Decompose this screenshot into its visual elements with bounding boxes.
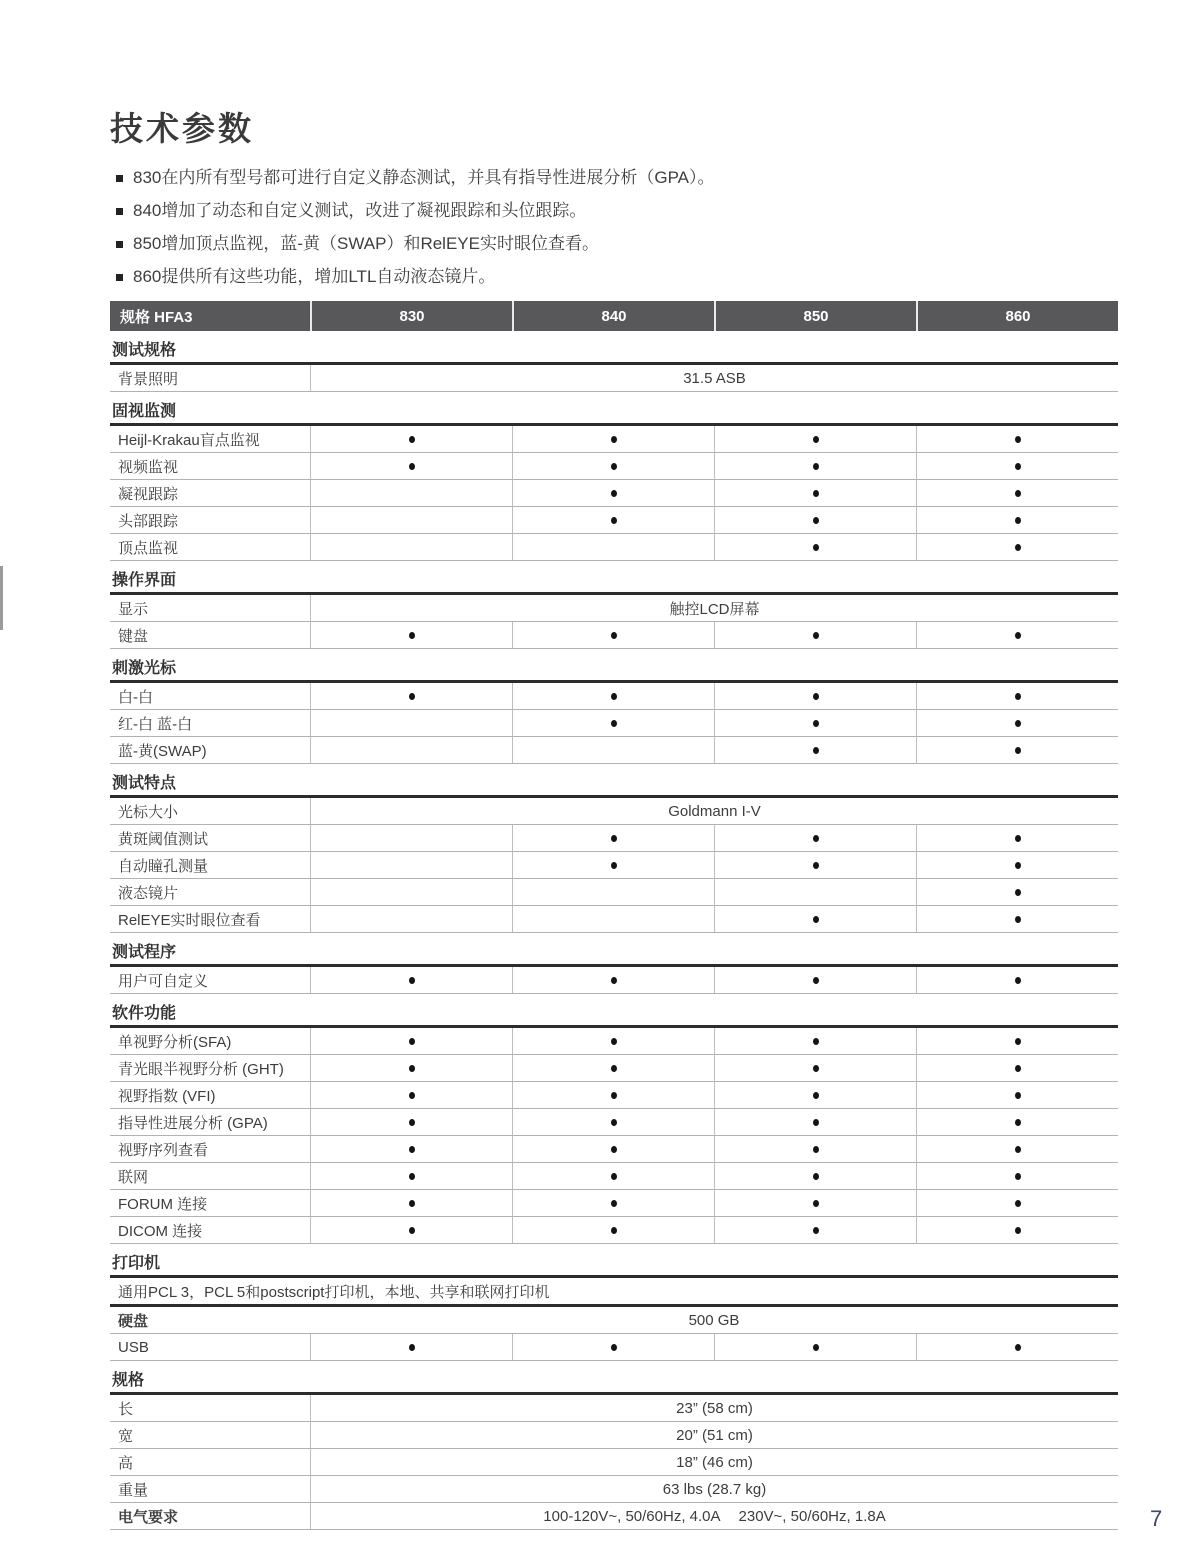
feature-dot-cell — [512, 852, 714, 878]
dot-icon — [611, 1227, 617, 1234]
dot-icon — [409, 1092, 415, 1099]
feature-empty-cell — [310, 507, 512, 533]
feature-dot-cell — [310, 1334, 512, 1360]
feature-empty-cell — [714, 879, 916, 905]
dot-icon — [611, 1344, 617, 1351]
row-label: 用户可自定义 — [118, 972, 209, 990]
table-row — [110, 1082, 1118, 1109]
dot-icon — [611, 1038, 617, 1045]
power-spec-2: 230V~, 50/60Hz, 1.8A — [738, 1507, 886, 1525]
table-row — [110, 1422, 1118, 1449]
dot-icon — [611, 463, 617, 470]
table-row — [110, 595, 1118, 622]
dot-icon — [1015, 835, 1021, 842]
dot-icon — [1015, 1200, 1021, 1207]
feature-dot-cell — [714, 1190, 916, 1216]
dot-icon — [611, 1065, 617, 1072]
feature-dot-cell — [714, 683, 916, 709]
row-span-value: 20” (51 cm) — [310, 1422, 1118, 1448]
feature-dot-cell — [714, 1082, 916, 1108]
feature-dot-cell — [512, 967, 714, 993]
page-title: 技术参数 — [110, 110, 254, 147]
dot-icon — [813, 544, 819, 551]
dot-icon — [813, 747, 819, 754]
feature-dot-cell — [512, 1190, 714, 1216]
table-row — [110, 507, 1118, 534]
feature-empty-cell — [310, 710, 512, 736]
row-label: 液态镜片 — [118, 884, 179, 902]
feature-dot-cell — [916, 967, 1118, 993]
dot-icon — [1015, 490, 1021, 497]
feature-dot-cell — [714, 480, 916, 506]
feature-dot-cell — [916, 906, 1118, 932]
feature-dot-cell — [310, 426, 512, 452]
feature-dot-cell — [916, 622, 1118, 648]
table-header-model: 850 — [714, 301, 916, 331]
row-label: Heijl-Krakau盲点监视 — [118, 431, 260, 449]
feature-dot-cell — [310, 683, 512, 709]
row-label: 显示 — [118, 600, 149, 618]
table-row — [110, 852, 1118, 879]
dot-icon — [409, 1173, 415, 1180]
row-label: 背景照明 — [118, 370, 179, 388]
feature-dot-cell — [512, 1028, 714, 1054]
row-label: 视野指数 (VFI) — [118, 1087, 216, 1105]
intro-bullet-text: 860提供所有这些功能，增加LTL自动液态镜片。 — [133, 267, 496, 286]
intro-bullet-item — [116, 234, 1118, 254]
feature-empty-cell — [310, 825, 512, 851]
feature-dot-cell — [310, 1136, 512, 1162]
section-title: 测试特点 — [110, 774, 1118, 798]
row-label: 硬盘 — [118, 1312, 149, 1330]
table-row — [110, 1136, 1118, 1163]
dot-icon — [813, 436, 819, 443]
row-label: 黄斑阈值测试 — [118, 830, 209, 848]
table-row — [110, 1476, 1118, 1503]
bullet-square-icon — [116, 208, 123, 215]
section-title: 刺激光标 — [110, 659, 1118, 683]
table-header-model: 830 — [310, 301, 512, 331]
table-header-label: 规格 HFA3 — [120, 308, 193, 326]
feature-dot-cell — [916, 1082, 1118, 1108]
dot-icon — [813, 916, 819, 923]
row-label: 键盘 — [118, 627, 149, 645]
table-row — [110, 480, 1118, 507]
table-row — [110, 1028, 1118, 1055]
power-spec-1: 100-120V~, 50/60Hz, 4.0A — [543, 1507, 721, 1525]
dot-icon — [813, 1038, 819, 1045]
dot-icon — [409, 1146, 415, 1153]
dot-icon — [409, 1038, 415, 1045]
section-title: 测试程序 — [110, 943, 1118, 967]
dot-icon — [1015, 436, 1021, 443]
dot-icon — [1015, 1344, 1021, 1351]
feature-dot-cell — [714, 825, 916, 851]
row-full-text: 通用PCL 3，PCL 5和postscript打印机，本地、共享和联网打印机 — [118, 1283, 550, 1301]
row-span-value: 63 lbs (28.7 kg) — [310, 1476, 1118, 1502]
feature-dot-cell — [310, 1217, 512, 1243]
row-label: USB — [118, 1338, 149, 1356]
intro-bullet-text: 840增加了动态和自定义测试，改进了凝视跟踪和头位跟踪。 — [133, 201, 587, 220]
feature-dot-cell — [916, 879, 1118, 905]
feature-dot-cell — [310, 1109, 512, 1135]
feature-dot-cell — [916, 480, 1118, 506]
feature-empty-cell — [310, 906, 512, 932]
feature-dot-cell — [916, 453, 1118, 479]
feature-dot-cell — [512, 825, 714, 851]
table-row — [110, 906, 1118, 933]
bullet-square-icon — [116, 175, 123, 182]
row-label: 自动瞳孔测量 — [118, 857, 209, 875]
feature-dot-cell — [512, 453, 714, 479]
feature-dot-cell — [310, 453, 512, 479]
dot-icon — [1015, 1092, 1021, 1099]
dot-icon — [813, 720, 819, 727]
section-title: 测试规格 — [110, 341, 1118, 365]
dot-icon — [1015, 1119, 1021, 1126]
section-title: 操作界面 — [110, 571, 1118, 595]
page-number: 7 — [1150, 1506, 1163, 1531]
row-label: 白-白 — [118, 688, 153, 706]
table-row — [110, 967, 1118, 994]
row-label: 光标大小 — [118, 803, 179, 821]
row-label: 顶点监视 — [118, 539, 179, 557]
feature-empty-cell — [310, 852, 512, 878]
scan-artifact — [0, 566, 3, 630]
feature-dot-cell — [714, 1109, 916, 1135]
feature-dot-cell — [916, 1163, 1118, 1189]
row-span-value: 触控LCD屏幕 — [310, 595, 1118, 621]
dot-icon — [611, 517, 617, 524]
row-label: 视野序列查看 — [118, 1141, 209, 1159]
row-span-value — [310, 1503, 1118, 1529]
dot-icon — [611, 632, 617, 639]
row-label: 宽 — [118, 1427, 134, 1445]
row-label: 视频监视 — [118, 458, 179, 476]
dot-icon — [1015, 1038, 1021, 1045]
row-label: 指导性进展分析 (GPA) — [118, 1114, 268, 1132]
dot-icon — [813, 1119, 819, 1126]
feature-dot-cell — [512, 480, 714, 506]
feature-dot-cell — [714, 622, 916, 648]
dot-icon — [611, 436, 617, 443]
feature-dot-cell — [714, 852, 916, 878]
feature-dot-cell — [512, 1217, 714, 1243]
feature-dot-cell — [310, 1028, 512, 1054]
feature-empty-cell — [512, 879, 714, 905]
feature-dot-cell — [310, 622, 512, 648]
feature-dot-cell — [714, 1334, 916, 1360]
dot-icon — [1015, 1227, 1021, 1234]
table-sections — [110, 341, 1118, 1530]
feature-dot-cell — [916, 426, 1118, 452]
dot-icon — [1015, 862, 1021, 869]
intro-bullet-text: 850增加顶点监视，蓝-黄（SWAP）和RelEYE实时眼位查看。 — [133, 234, 599, 253]
table-row — [110, 365, 1118, 392]
dot-icon — [813, 1344, 819, 1351]
feature-dot-cell — [512, 1136, 714, 1162]
feature-dot-cell — [714, 507, 916, 533]
table-row — [110, 1334, 1118, 1361]
feature-empty-cell — [512, 906, 714, 932]
feature-dot-cell — [310, 1190, 512, 1216]
table-header-model: 840 — [512, 301, 714, 331]
row-span-value: 23” (58 cm) — [310, 1395, 1118, 1421]
table-row — [110, 683, 1118, 710]
dot-icon — [1015, 693, 1021, 700]
dot-icon — [611, 490, 617, 497]
feature-dot-cell — [916, 1217, 1118, 1243]
dot-icon — [611, 1173, 617, 1180]
dot-icon — [1015, 544, 1021, 551]
section-title: 软件功能 — [110, 1004, 1118, 1028]
feature-dot-cell — [916, 825, 1118, 851]
table-row — [110, 1503, 1118, 1530]
row-label: RelEYE实时眼位查看 — [118, 911, 261, 929]
feature-dot-cell — [310, 1163, 512, 1189]
feature-dot-cell — [512, 507, 714, 533]
feature-empty-cell — [310, 480, 512, 506]
feature-dot-cell — [512, 1163, 714, 1189]
feature-dot-cell — [714, 534, 916, 560]
row-label: 蓝-黄(SWAP) — [118, 742, 207, 760]
dot-icon — [611, 835, 617, 842]
feature-dot-cell — [714, 906, 916, 932]
dot-icon — [813, 1200, 819, 1207]
feature-dot-cell — [714, 453, 916, 479]
intro-bullet-item — [116, 267, 1118, 287]
row-span-value: 31.5 ASB — [310, 365, 1118, 391]
row-label: 凝视跟踪 — [118, 485, 179, 503]
row-label: 头部跟踪 — [118, 512, 179, 530]
row-label: FORUM 连接 — [118, 1195, 208, 1213]
dot-icon — [1015, 1065, 1021, 1072]
feature-dot-cell — [916, 507, 1118, 533]
bullet-square-icon — [116, 274, 123, 281]
dot-icon — [813, 490, 819, 497]
feature-dot-cell — [916, 852, 1118, 878]
feature-dot-cell — [714, 1217, 916, 1243]
feature-dot-cell — [916, 683, 1118, 709]
table-row — [110, 737, 1118, 764]
dot-icon — [1015, 720, 1021, 727]
dot-icon — [409, 463, 415, 470]
table-header-row — [110, 301, 1118, 331]
table-header-model: 860 — [916, 301, 1118, 331]
feature-dot-cell — [512, 1055, 714, 1081]
feature-dot-cell — [916, 1055, 1118, 1081]
feature-dot-cell — [512, 683, 714, 709]
dot-icon — [813, 977, 819, 984]
intro-bullet-item — [116, 201, 1118, 221]
table-row — [110, 426, 1118, 453]
row-label: 红-白 蓝-白 — [118, 715, 193, 733]
feature-dot-cell — [714, 1136, 916, 1162]
dot-icon — [611, 1092, 617, 1099]
feature-empty-cell — [512, 737, 714, 763]
feature-dot-cell — [916, 1109, 1118, 1135]
feature-dot-cell — [512, 710, 714, 736]
table-row — [110, 825, 1118, 852]
row-label: 重量 — [118, 1481, 149, 1499]
dot-icon — [409, 436, 415, 443]
dot-icon — [813, 1065, 819, 1072]
dot-icon — [409, 1344, 415, 1351]
table-row — [110, 1190, 1118, 1217]
feature-empty-cell — [310, 534, 512, 560]
dot-icon — [813, 1173, 819, 1180]
table-row — [110, 1449, 1118, 1476]
section-title: 规格 — [110, 1371, 1118, 1395]
table-row — [110, 1395, 1118, 1422]
section-title: 固视监测 — [110, 402, 1118, 426]
dot-icon — [813, 835, 819, 842]
dot-icon — [1015, 517, 1021, 524]
table-row — [110, 1217, 1118, 1244]
dot-icon — [813, 1227, 819, 1234]
feature-dot-cell — [916, 737, 1118, 763]
dot-icon — [1015, 889, 1021, 896]
feature-dot-cell — [916, 710, 1118, 736]
feature-dot-cell — [714, 426, 916, 452]
page-content — [110, 0, 1118, 1530]
row-label: DICOM 连接 — [118, 1222, 203, 1240]
dot-icon — [611, 720, 617, 727]
table-row — [110, 1055, 1118, 1082]
dot-icon — [409, 693, 415, 700]
feature-dot-cell — [916, 1334, 1118, 1360]
dot-icon — [409, 632, 415, 639]
dot-icon — [409, 977, 415, 984]
dot-icon — [813, 1092, 819, 1099]
row-span-value: 18” (46 cm) — [310, 1449, 1118, 1475]
dot-icon — [409, 1200, 415, 1207]
dot-icon — [611, 1119, 617, 1126]
dot-icon — [813, 693, 819, 700]
feature-dot-cell — [310, 967, 512, 993]
feature-dot-cell — [916, 1190, 1118, 1216]
table-row — [110, 453, 1118, 480]
feature-empty-cell — [310, 737, 512, 763]
row-label: 长 — [118, 1400, 134, 1418]
feature-dot-cell — [714, 710, 916, 736]
row-span-value: Goldmann I-V — [310, 798, 1118, 824]
row-label: 电气要求 — [118, 1508, 179, 1526]
feature-dot-cell — [714, 737, 916, 763]
dot-icon — [1015, 632, 1021, 639]
spec-table — [110, 301, 1118, 1530]
dot-icon — [611, 1146, 617, 1153]
feature-empty-cell — [310, 879, 512, 905]
table-row — [110, 710, 1118, 737]
feature-dot-cell — [714, 967, 916, 993]
feature-dot-cell — [512, 426, 714, 452]
dot-icon — [813, 463, 819, 470]
row-label: 高 — [118, 1454, 134, 1472]
dot-icon — [813, 632, 819, 639]
table-row — [110, 534, 1118, 561]
bullet-square-icon — [116, 241, 123, 248]
feature-dot-cell — [310, 1055, 512, 1081]
dot-icon — [813, 517, 819, 524]
feature-dot-cell — [512, 1334, 714, 1360]
intro-bullet-text: 830在内所有型号都可进行自定义静态测试，并具有指导性进展分析（GPA）。 — [133, 168, 715, 187]
dot-icon — [611, 977, 617, 984]
dot-icon — [611, 693, 617, 700]
feature-dot-cell — [916, 1028, 1118, 1054]
table-row — [110, 1307, 1118, 1334]
dot-icon — [611, 862, 617, 869]
feature-dot-cell — [512, 1082, 714, 1108]
row-span-value: 500 GB — [688, 1311, 740, 1329]
dot-icon — [409, 1227, 415, 1234]
feature-dot-cell — [714, 1163, 916, 1189]
dot-icon — [813, 1146, 819, 1153]
dot-icon — [1015, 916, 1021, 923]
row-label: 单视野分析(SFA) — [118, 1033, 232, 1051]
row-label: 青光眼半视野分析 (GHT) — [118, 1060, 284, 1078]
table-row — [110, 798, 1118, 825]
feature-empty-cell — [512, 534, 714, 560]
dot-icon — [409, 1119, 415, 1126]
table-row — [110, 1163, 1118, 1190]
dot-icon — [813, 862, 819, 869]
table-row — [110, 1278, 1118, 1307]
dot-icon — [1015, 1146, 1021, 1153]
intro-bullet-list — [116, 168, 1118, 287]
feature-dot-cell — [512, 1109, 714, 1135]
dot-icon — [409, 1065, 415, 1072]
intro-bullet-item — [116, 168, 1118, 188]
table-row — [110, 879, 1118, 906]
table-row — [110, 622, 1118, 649]
feature-dot-cell — [714, 1028, 916, 1054]
feature-dot-cell — [512, 622, 714, 648]
feature-dot-cell — [916, 534, 1118, 560]
feature-dot-cell — [916, 1136, 1118, 1162]
table-row — [110, 1109, 1118, 1136]
dot-icon — [1015, 463, 1021, 470]
dot-icon — [611, 1200, 617, 1207]
feature-dot-cell — [310, 1082, 512, 1108]
dot-icon — [1015, 747, 1021, 754]
feature-dot-cell — [714, 1055, 916, 1081]
section-title: 打印机 — [110, 1254, 1118, 1278]
row-label: 联网 — [118, 1168, 149, 1186]
dot-icon — [1015, 977, 1021, 984]
dot-icon — [1015, 1173, 1021, 1180]
